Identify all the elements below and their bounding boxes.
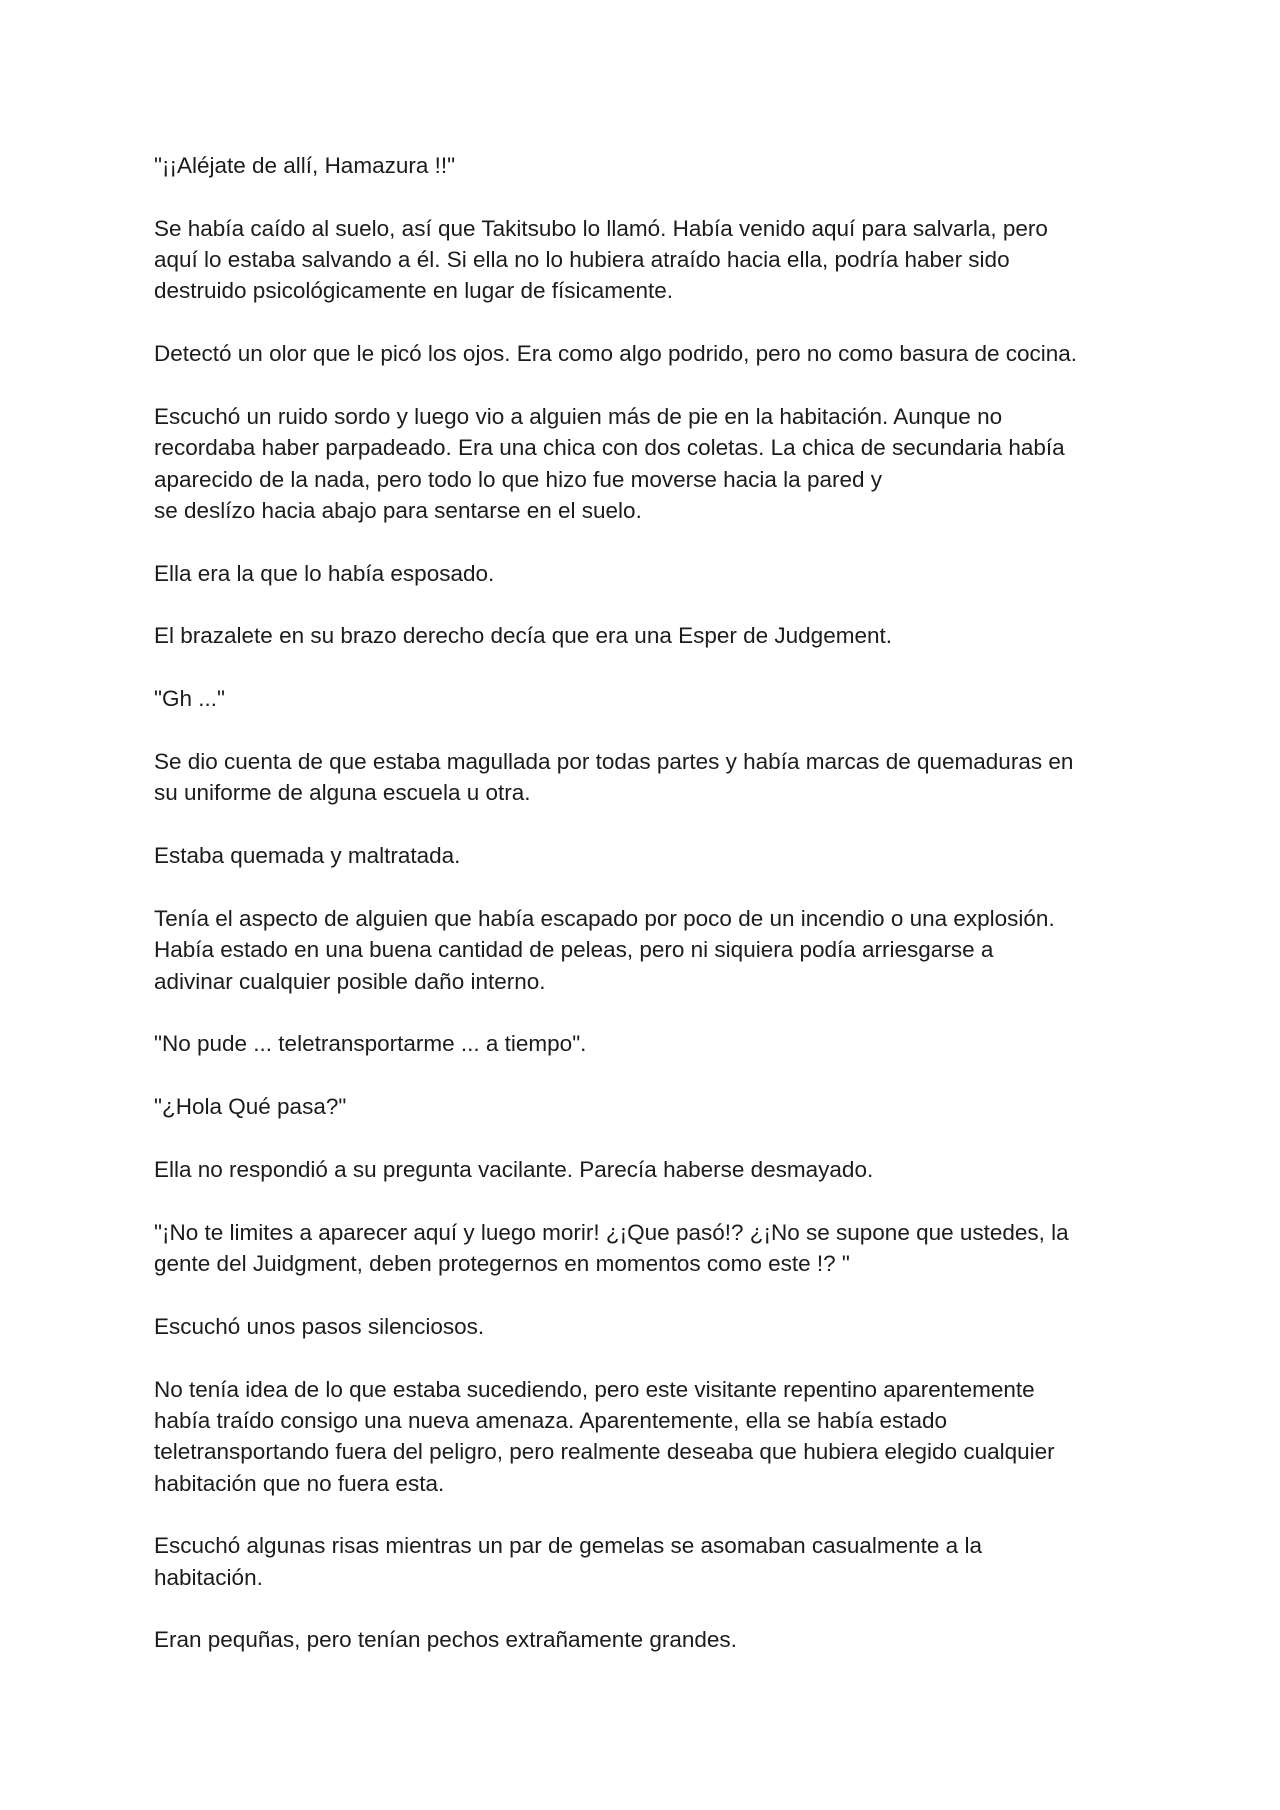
paragraph: "¡¡Aléjate de allí, Hamazura !!" xyxy=(154,153,456,178)
paragraph: Se había caído al suelo, así que Takitsubo lo llamó. Había venido aquí para salvarla, pero aquí lo estaba salvando a él. Si ella no lo hubiera atraído hacia ella, podría haber sido destruido psicológicamente en lugar de físicamente. xyxy=(154,215,1048,304)
paragraph: Escuchó algunas risas mientras un par de gemelas se asomaban casualmente a la habitación. xyxy=(154,1533,982,1590)
paragraph: El brazalete en su brazo derecho decía que era una Esper de Judgement. xyxy=(154,623,892,649)
paragraph: Escuchó un ruido sordo y luego vio a alguien más de pie en la habitación. Aunque no recordaba haber parpadeado. Era una chica con dos coletas. La chica de secundaria había aparecido de la nada, pero todo lo que hizo fue moverse hacia la pared y se deslízo hacia abajo para sentarse en el suelo. xyxy=(154,403,1065,523)
paragraph: Tenía el aspecto de alguien que había escapado por poco de un incendio o una explosión. Había estado en una buena cantidad de peleas, pero ni siquiera podía arriesgarse a adivinar cualquier posible daño interno. xyxy=(154,905,1055,994)
paragraph: "No pude ... teletransportarme ... a tiempo". xyxy=(154,1031,587,1057)
paragraph: Eran pequñas, pero tenían pechos extrañamente grandes. xyxy=(154,1627,737,1653)
paragraph: "¿Hola Qué pasa?" xyxy=(154,1094,347,1120)
paragraph: Ella era la que lo había esposado. xyxy=(154,560,495,586)
paragraph: "Gh ..." xyxy=(154,686,225,712)
paragraph: Ella no respondió a su pregunta vacilante. Parecía haberse desmayado. xyxy=(154,1156,874,1182)
paragraph: Se dio cuenta de que estaba magullada por todas partes y había marcas de quemaduras en su uniforme de alguna escuela u otra. xyxy=(154,749,1074,806)
paragraph: No tenía idea de lo que estaba sucediendo, pero este visitante repentino aparentemente había traído consigo una nueva amenaza. Aparentemente, ella se había estado teletransportando fuera del peligro, pero realmente deseaba que hubiera elegido cualquier habitación que no fuera esta. xyxy=(154,1376,1055,1496)
paragraph: "¡No te limites a aparecer aquí y luego morir! ¿¡Que pasó!? ¿¡No se supone que ustedes, la gente del Juidgment, deben protegernos en momentos como este !? " xyxy=(154,1219,1069,1277)
paragraph: Escuchó unos pasos silenciosos. xyxy=(154,1313,485,1339)
paragraph: Estaba quemada y maltratada. xyxy=(154,843,461,869)
paragraph: Detectó un olor que le picó los ojos. Era como algo podrido, pero no como basura de cocina. xyxy=(154,341,1078,367)
document-body xyxy=(154,150,1154,1687)
